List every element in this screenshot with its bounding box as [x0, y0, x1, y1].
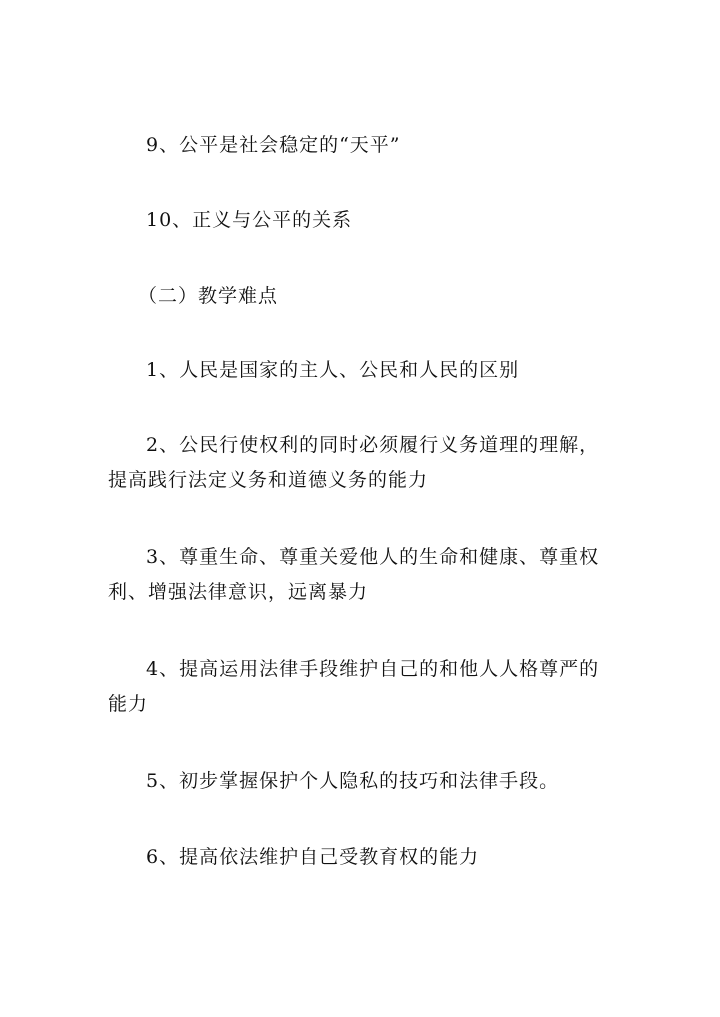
paragraph-difficulty-1: 1、人民是国家的主人、公民和人民的区别: [146, 359, 520, 381]
paragraph-difficulty-2: 2、公民行使权利的同时必须履行义务道理的理解，提高践行法定义务和道德义务的能力: [108, 434, 600, 491]
paragraph-item-9: 9、公平是社会稳定的“天平”: [146, 134, 401, 156]
paragraph-difficulty-3: 3、尊重生命、尊重关爱他人的生命和健康、尊重权利、增强法律意识，远离暴力: [108, 546, 600, 603]
paragraph-difficulty-6: 6、提高依法维护自己受教育权的能力: [146, 846, 480, 868]
paragraph-difficulty-4: 4、提高运用法律手段维护自己的和他人人格尊严的能力: [108, 658, 600, 715]
section-heading-teaching-difficulties: （二）教学难点: [138, 285, 279, 307]
paragraph-difficulty-5: 5、初步掌握保护个人隐私的技巧和法律手段。: [146, 770, 560, 792]
paragraph-item-10: 10、正义与公平的关系: [146, 209, 353, 231]
